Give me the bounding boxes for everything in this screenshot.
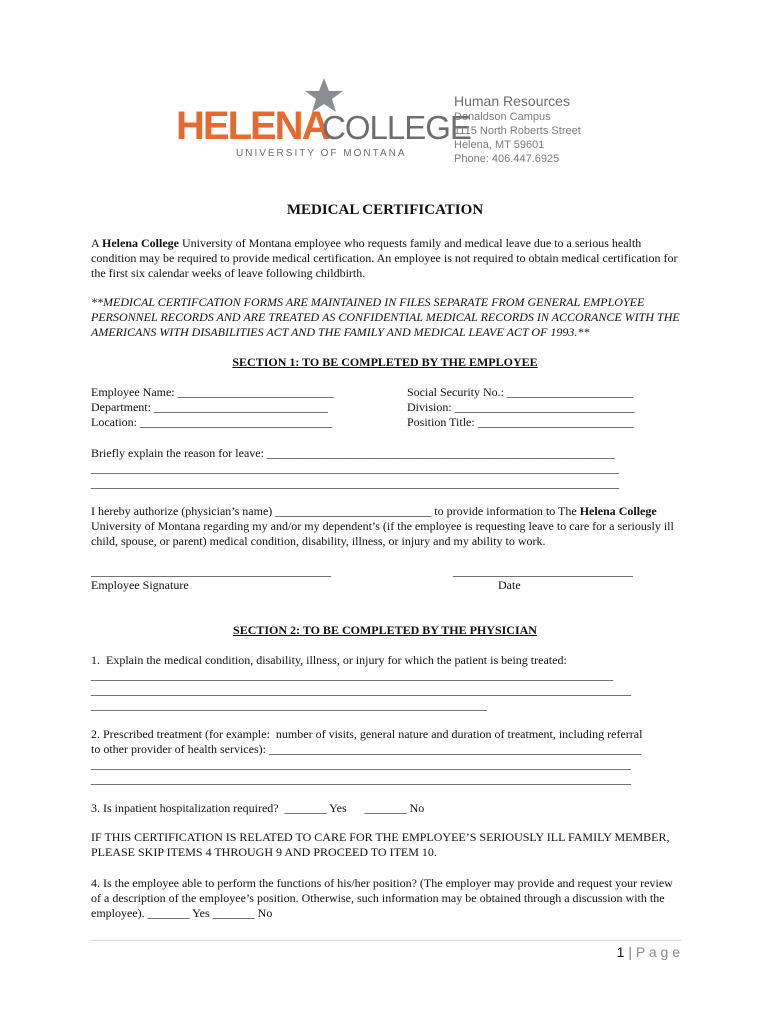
question-3-hospitalization[interactable]: 3. Is inpatient hospitalization required? _______ Yes _______ No xyxy=(91,801,425,815)
authorization-text: University of Montana regarding my and/or my dependent’s (if the employee is requesting leave to care for a seriously ill child, spouse, or parent) medical condition, disability, illness, or injury and my ability to work. xyxy=(91,519,674,548)
question-1-answer-line[interactable]: _______________________________________________________________________________________ xyxy=(91,668,613,682)
page-number: 1 xyxy=(616,944,625,960)
division-field[interactable]: Division: ______________________________ xyxy=(407,400,635,414)
section2-heading-text: SECTION 2: TO BE COMPLETED BY THE PHYSICIAN xyxy=(233,623,537,637)
hr-address-line: Donaldson Campus xyxy=(454,111,551,123)
footer-divider xyxy=(91,940,681,941)
question-4-functions[interactable]: 4. Is the employee able to perform the functions of his/her position? (The employer may provide and request your review of a description of the employee’s position. Otherwise, such information may be obtained through a discussion with the employee). _______ Yes _______ No xyxy=(91,876,673,920)
position-title-field[interactable]: Position Title: __________________________ xyxy=(407,415,634,429)
employee-name-field[interactable]: Employee Name: __________________________ xyxy=(91,385,334,399)
question-1-answer-line[interactable]: __________________________________________________________________ xyxy=(91,698,487,712)
leave-reason-field[interactable]: Briefly explain the reason for leave: __________________________________________________________ xyxy=(91,446,615,460)
section1-heading xyxy=(0,355,770,370)
college-logo xyxy=(176,76,471,162)
department-field[interactable]: Department: _____________________________ xyxy=(91,400,328,414)
logo-word-college: COLLEGE xyxy=(322,109,471,146)
section1-heading-text: SECTION 1: TO BE COMPLETED BY THE EMPLOYEE xyxy=(232,355,538,369)
question-2-answer-line[interactable]: __________________________________________________________________________________________ xyxy=(91,757,631,771)
logo-subtitle: UNIVERSITY OF MONTANA xyxy=(236,148,407,159)
authorization-college: College xyxy=(618,504,657,518)
leave-reason-line[interactable]: ________________________________________________________________________________________ xyxy=(91,476,619,490)
intro-text: University of Montana employee who requests family and medical leave due to a serious health condition may be required to provide medical certification. An employee is not required to obtain medical certification for the first six calendar weeks of leave following childbirth. xyxy=(91,236,678,280)
leave-reason-line[interactable]: ________________________________________________________________________________________ xyxy=(91,461,619,475)
ssn-field[interactable]: Social Security No.: _____________________ xyxy=(407,385,633,399)
section2-heading xyxy=(0,623,770,638)
intro-text: A xyxy=(91,236,103,250)
employee-signature-line[interactable]: ________________________________________ xyxy=(91,564,331,578)
authorization-college: Helena xyxy=(579,504,616,518)
question-1-answer-line[interactable]: __________________________________________________________________________________________ xyxy=(91,683,631,697)
date-label: Date xyxy=(498,578,521,592)
intro-college-name: Helena College xyxy=(102,236,179,250)
hr-address-line: Helena, MT 59601 xyxy=(454,139,545,151)
authorization-paragraph xyxy=(91,504,683,549)
page-footer xyxy=(560,943,680,961)
question-2: 2. Prescribed treatment (for example: number of visits, general nature and duration of treatment, including referral xyxy=(91,727,643,741)
question-1: 1. Explain the medical condition, disability, illness, or injury for which the patient is being treated: xyxy=(91,653,567,667)
hr-contact-block xyxy=(454,92,581,166)
date-line[interactable]: ______________________________ xyxy=(453,564,633,578)
question-2-answer-field[interactable]: to other provider of health services): ______________________________________________________________ xyxy=(91,742,641,756)
page-separator: | xyxy=(628,944,632,960)
hr-title: Human Resources xyxy=(454,93,570,109)
page-label: P a g e xyxy=(635,944,680,960)
hr-phone: Phone: 406.447.6925 xyxy=(454,153,560,165)
intro-paragraph xyxy=(91,236,683,281)
question-2-answer-line[interactable]: __________________________________________________________________________________________ xyxy=(91,772,631,786)
location-field[interactable]: Location: ________________________________ xyxy=(91,415,332,429)
confidential-notice: **MEDICAL CERTIFCATION FORMS ARE MAINTAINED IN FILES SEPARATE FROM GENERAL EMPLOYEE PERSONNEL RECORDS AND ARE TREATED AS CONFIDENTIAL MEDICAL RECORDS IN ACCORANCE WITH THE AMERICANS WITH DISABILITIES ACT AND THE FAMILY AND MEDICAL LEAVE ACT OF 1993.** xyxy=(91,295,680,339)
logo-word-helena: HELENA xyxy=(176,104,329,148)
authorization-text: I hereby authorize (physician’s name) __________________________ to provide information to The xyxy=(91,504,580,518)
skip-instruction: IF THIS CERTIFICATION IS RELATED TO CARE FOR THE EMPLOYEE’S SERIOUSLY ILL FAMILY MEMBER, PLEASE SKIP ITEMS 4 THROUGH 9 AND PROCEED TO ITEM 10. xyxy=(91,830,670,859)
hr-address-line: 1115 North Roberts Street xyxy=(454,125,581,137)
employee-signature-label: Employee Signature xyxy=(91,578,189,592)
document-title: MEDICAL CERTIFICATION xyxy=(286,202,484,218)
